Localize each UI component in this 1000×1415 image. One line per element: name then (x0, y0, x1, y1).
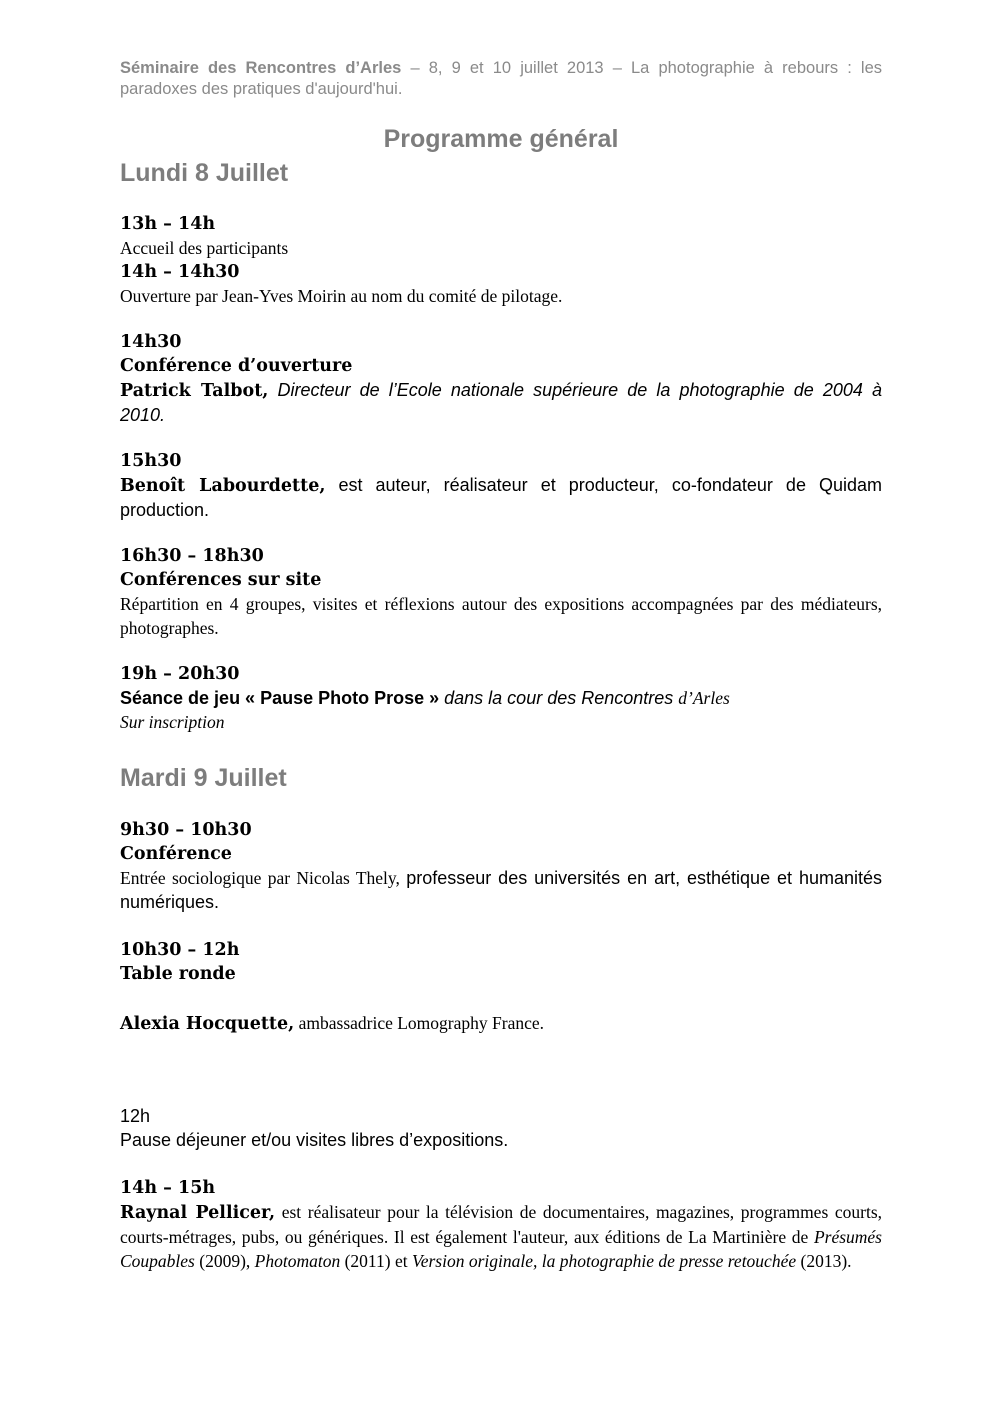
session-text-speaker-role: professeur des universités en art, esthétique et humanités numériques. (120, 868, 883, 912)
speaker-name: Raynal Pellicer, (120, 1203, 276, 1223)
speaker-description: est auteur, réalisateur et producteur, co-fondateur de Quidam production. (120, 475, 883, 520)
speaker-description: (2011) et (340, 1251, 412, 1271)
speaker-description: (2009), (194, 1251, 255, 1271)
header-seminar-name: Séminaire des Rencontres d’Arles (120, 59, 402, 77)
session-time: 10h30 – 12h (120, 940, 240, 960)
session-text: Ouverture par Jean-Yves Moirin au nom du comité de pilotage. (120, 286, 563, 306)
day-heading-tuesday: Mardi 9 Juillet (120, 764, 287, 792)
page-title: Programme général (383, 125, 619, 153)
session-entry (120, 686, 882, 710)
session-location-city: d’Arles (678, 688, 730, 708)
book-title: Présumés Coupables (120, 1227, 882, 1271)
session-location: dans la cour des Rencontres (439, 688, 679, 708)
session-time: 12h (120, 1106, 151, 1126)
session-title: Conférences sur site (120, 570, 322, 590)
speaker-name: Alexia Hocquette, (120, 1014, 295, 1034)
session-time: 13h – 14h (120, 214, 216, 234)
speaker-entry (120, 378, 882, 427)
speaker-name: Benoît Labourdette, (120, 476, 326, 496)
session-note (120, 710, 882, 734)
session-time: 16h30 – 18h30 (120, 546, 264, 566)
speaker-entry (120, 473, 882, 522)
registration-note: Sur inscription (120, 712, 225, 732)
speaker-entry (120, 1011, 882, 1036)
header-subtitle: – 8, 9 et 10 juillet 2013 – La photographie à rebours : les paradoxes des pratiques d'aujourd'hui. (120, 59, 883, 98)
session-time: 14h – 15h (120, 1178, 216, 1198)
session-title: Conférence (120, 844, 232, 864)
session-time: 9h30 – 10h30 (120, 820, 252, 840)
session-title: Conférence d’ouverture (120, 356, 353, 376)
session-title: Table ronde (120, 964, 236, 984)
session-time: 14h30 (120, 332, 182, 352)
session-time: 14h – 14h30 (120, 262, 240, 282)
session-text-intro: Entrée sociologique par Nicolas Thely, (120, 868, 407, 888)
book-title: Photomaton (254, 1251, 341, 1271)
book-title: Version originale, la photographie de presse retouchée (411, 1251, 797, 1271)
speaker-description: ambassadrice Lomography France. (294, 1013, 545, 1033)
speaker-description: (2013). (796, 1251, 852, 1271)
session-text (120, 866, 882, 914)
speaker-description: est réalisateur pour la télévision de documentaires, magazines, programmes courts, courts-métrages, pubs, ou génériques. Il est également l'auteur, aux éditions de La Martinière de (120, 1202, 883, 1247)
session-text: Pause déjeuner et/ou visites libres d’expositions. (120, 1130, 509, 1150)
session-text: Répartition en 4 groupes, visites et réflexions autour des expositions accompagnées par des médiateurs, photographes. (120, 594, 882, 638)
session-time: 15h30 (120, 451, 182, 471)
running-header (120, 58, 882, 100)
session-title: Séance de jeu « Pause Photo Prose » (120, 688, 440, 708)
session-time: 19h – 20h30 (120, 664, 240, 684)
speaker-name: Patrick Talbot, (120, 381, 269, 401)
speaker-entry (120, 1200, 882, 1273)
speaker-description: Directeur de l’Ecole nationale supérieure de la photographie de 2004 à 2010. (120, 380, 882, 425)
session-text: Accueil des participants (120, 238, 289, 258)
day-heading-monday: Lundi 8 Juillet (120, 159, 289, 187)
